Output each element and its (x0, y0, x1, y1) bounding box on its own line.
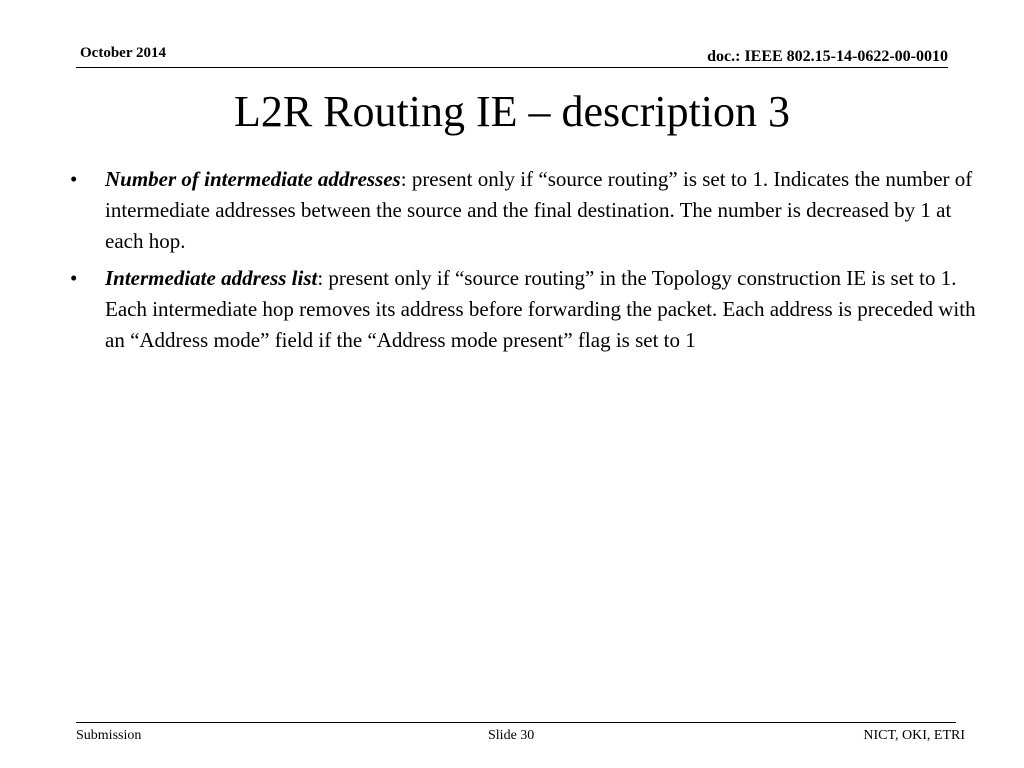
footer-authors: NICT, OKI, ETRI (863, 728, 965, 743)
header-doc-id: doc.: IEEE 802.15-14-0622-00-0010 (707, 48, 948, 65)
bullet-term: Number of intermediate addresses (105, 167, 401, 191)
bullet-text: : present only if “source routing” in the Topology construction IE is set to 1. Each intermediate hop removes its address before forwarding the packet. Each address is preceded with an “Address mode” field if the “Address mode present” flag is set to 1 (105, 266, 976, 352)
bullet-term: Intermediate address list (105, 266, 318, 290)
bullet-text: : present only if “source routing” is set to 1. Indicates the number of intermediate addresses between the source and the final destination. The number is decreased by 1 at each hop. (105, 167, 973, 253)
footer-slide-number: Slide 30 (488, 728, 535, 743)
bullet-icon: • (70, 266, 78, 290)
bullet-item (70, 263, 985, 356)
bullet-item (70, 164, 985, 257)
slide-body (70, 164, 985, 362)
footer-submission: Submission (76, 728, 142, 743)
bullet-icon: • (70, 167, 78, 191)
header-date: October 2014 (80, 45, 166, 61)
slide-title: L2R Routing IE – description 3 (233, 87, 791, 136)
header-divider (76, 67, 948, 68)
footer-divider (76, 722, 956, 723)
